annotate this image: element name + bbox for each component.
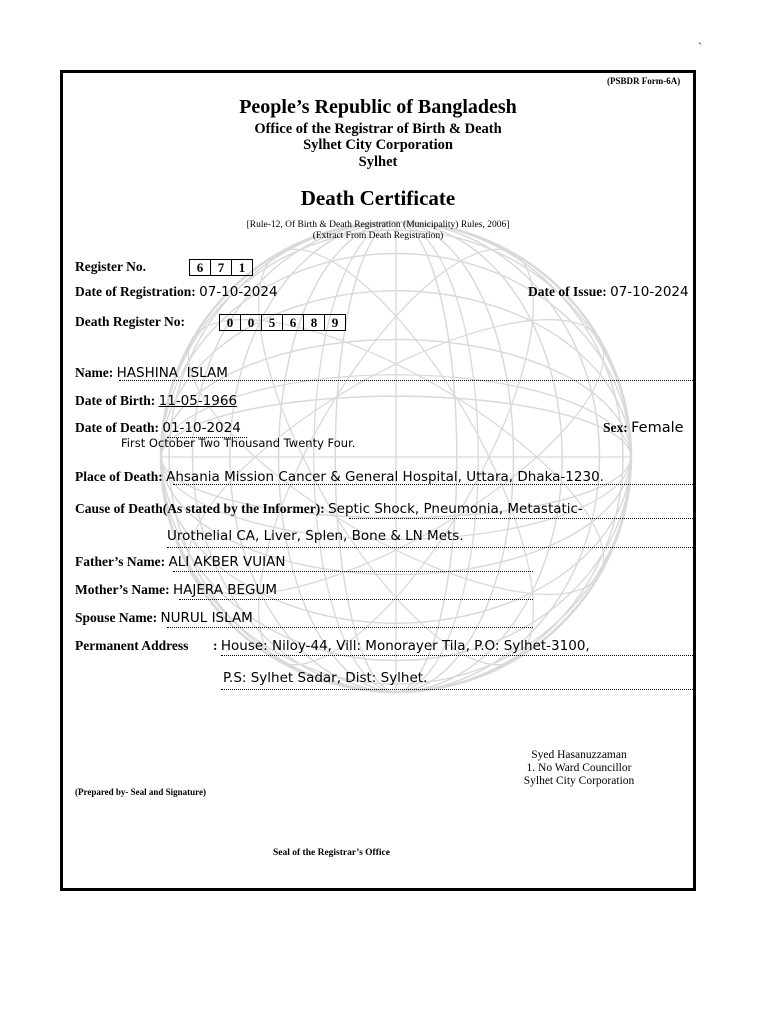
- death-register-no-boxes: [219, 314, 346, 331]
- issue-date-value: 07-10-2024: [610, 284, 689, 300]
- father-value: ALI AKBER VUIAN: [168, 554, 286, 570]
- corporation-name: Sylhet City Corporation: [303, 137, 453, 153]
- signatory-designation: 1. No Ward Councillor: [526, 762, 632, 774]
- spouse-value: NURUL ISLAM: [160, 610, 253, 626]
- place-of-death-label: Place of Death: [75, 469, 159, 484]
- cause-underline-1: [349, 518, 693, 519]
- death-register-digit: 8: [304, 315, 325, 330]
- registration-date-value: 07-10-2024: [199, 284, 278, 300]
- name-field: Name: HASHINA ISLAM: [75, 365, 228, 381]
- death-register-digit: 9: [331, 315, 339, 330]
- registration-date-label: Date of Registration: [75, 284, 192, 299]
- dod-label: Date of Death: [75, 420, 155, 435]
- sex-label: Sex: [603, 420, 624, 435]
- death-register-no-label: Death Register No:: [75, 314, 185, 329]
- dod-field: Date of Death: 01-10-2024: [75, 420, 241, 436]
- place-of-death-underline: [173, 484, 693, 485]
- cause-of-death-line1: Septic Shock, Pneumonia, Metastatic-: [328, 501, 583, 517]
- death-register-digit: 5: [262, 315, 283, 330]
- issue-date-label: Date of Issue: [528, 284, 603, 299]
- address-label: Permanent Address: [75, 638, 189, 653]
- spouse-underline: [167, 627, 533, 628]
- dod-value: 01-10-2024: [162, 420, 241, 436]
- register-digit: 6: [190, 260, 211, 275]
- registration-date-field: Date of Registration: 07-10-2024: [75, 284, 278, 300]
- issue-date-field: Date of Issue: 07-10-2024: [528, 284, 689, 300]
- dod-in-words: First October Two Thousand Twenty Four.: [121, 436, 356, 450]
- country-heading: People’s Republic of Bangladesh: [239, 96, 517, 118]
- sex-value: Female: [631, 420, 684, 436]
- signatory-organization: Sylhet City Corporation: [523, 775, 635, 787]
- address-underline-1: [221, 655, 693, 656]
- corner-mark: `: [698, 40, 702, 54]
- dob-field: Date of Birth: 11-05-1966: [75, 393, 238, 409]
- mother-label: Mother’s Name: [75, 582, 166, 597]
- death-register-digit: 0: [220, 315, 241, 330]
- death-register-digit: 0: [241, 315, 262, 330]
- place-of-death-field: Place of Death: Ahsania Mission Cancer & General Hospital, Uttara, Dhaka-1230.: [75, 469, 604, 485]
- register-no-label: Register No.: [75, 259, 146, 274]
- register-digit: 7: [211, 260, 232, 275]
- cause-underline-2: [167, 547, 693, 548]
- rule-reference: [Rule-12, Of Birth & Death Registration (Municipality) Rules, 2006]: [246, 220, 510, 230]
- name-underline: [119, 380, 693, 381]
- name-value: HASHINA ISLAM: [116, 365, 228, 381]
- mother-underline: [179, 599, 533, 600]
- dob-label: Date of Birth: [75, 393, 151, 408]
- name-label: Name: [75, 365, 109, 380]
- cause-of-death-field: Cause of Death(As stated by the Informer): Septic Shock, Pneumonia, Metastatic-: [75, 501, 583, 517]
- city-name: Sylhet: [358, 154, 398, 170]
- certificate-title: Death Certificate: [300, 186, 456, 210]
- address-line2: P.S: Sylhet Sadar, Dist: Sylhet.: [223, 670, 428, 686]
- address-line1-field: : House: Niloy-44, Vill: Monorayer Tila, P.O: Sylhet-3100,: [213, 638, 590, 654]
- death-register-digit: 6: [283, 315, 304, 330]
- father-label: Father’s Name: [75, 554, 161, 569]
- address-underline-2: [221, 689, 693, 690]
- register-digit: 1: [238, 260, 246, 275]
- death-certificate: [60, 70, 696, 891]
- prepared-by-note: (Prepared by- Seal and Signature): [75, 787, 207, 797]
- register-no-boxes: [189, 259, 253, 276]
- father-underline: [173, 571, 533, 572]
- form-number: (PSBDR Form-6A): [607, 76, 681, 86]
- extract-note: (Extract From Death Registration): [312, 231, 444, 241]
- cause-of-death-label: Cause of Death(As stated by the Informer): [75, 501, 321, 516]
- place-of-death-value: Ahsania Mission Cancer & General Hospital, Uttara, Dhaka-1230.: [166, 469, 604, 485]
- spouse-field: Spouse Name: NURUL ISLAM: [75, 610, 253, 626]
- sex-field: Sex: Female: [603, 420, 684, 436]
- signatory-name: Syed Hasanuzzaman: [531, 749, 627, 761]
- father-field: Father’s Name: ALI AKBER VUIAN: [75, 554, 286, 570]
- cause-of-death-line2: Urothelial CA, Liver, Splen, Bone & LN Mets.: [167, 528, 464, 544]
- address-line1: House: Niloy-44, Vill: Monorayer Tila, P.O: Sylhet-3100,: [220, 638, 590, 654]
- dob-value: 11-05-1966: [158, 393, 238, 409]
- registrar-seal-note: Seal of the Registrar’s Office: [273, 848, 390, 858]
- mother-value: HAJERA BEGUM: [172, 582, 278, 598]
- spouse-label: Spouse Name: [75, 610, 153, 625]
- registrar-office: Office of the Registrar of Birth & Death: [254, 121, 502, 137]
- mother-field: Mother’s Name: HAJERA BEGUM: [75, 582, 278, 598]
